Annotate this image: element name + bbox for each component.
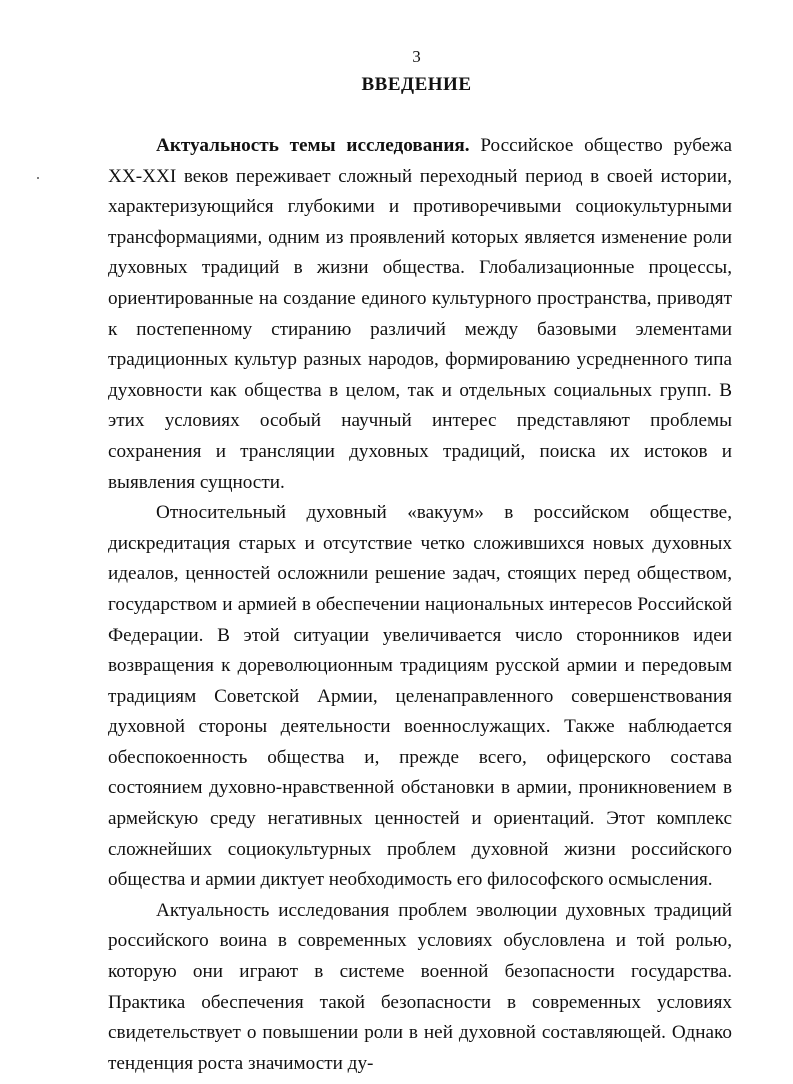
paragraph-text: Актуальность исследования проблем эволюции духовных традиций российского воина в современных условиях обусловлена и той ролью, которую они играют в системе военной безопасности государства. Практика обеспечения такой безопасности в современных условиях свидетельствует о повышении роли в ней духовной составляющей. Однако тенденция роста значимости ду- (108, 899, 732, 1074)
scan-speck (37, 177, 39, 179)
page-number: 3 (412, 47, 421, 66)
paragraph-military-security (108, 896, 732, 1080)
paragraph-text: Относительный духовный «вакуум» в российском обществе, дискредитация старых и отсутствие четко сложившихся новых духовных идеалов, ценностей осложнили решение задач, стоящих перед обществом, государством и армией в обеспечении национальных интересов Российской Федерации. В этой ситуации увеличивается число сторонников идеи возвращения к дореволюционным традициям русской армии и передовым традициям Советской Армии, целенаправленного совершенствования духовной стороны деятельности военнослужащих. Также наблюдается обеспокоенность общества и, прежде всего, офицерского состава состоянием духовно-нравственной обстановки в армии, проникновением в армейскую среду негативных ценностей и ориентаций. Этот комплекс сложнейших социокультурных проблем духовной жизни российского общества и армии диктует необходимость его философского осмысления. (108, 502, 732, 891)
body-text (108, 131, 732, 1079)
paragraph-text: Российское общество рубежа XX-XXI веков переживает сложный переходный период в своей истории, характеризующийся глубокими и противоречивыми социокультурными трансформациями, одним из проявлений которых является изменение роли духовных традиций в жизни общества. Глобализационные процессы, ориентированные на создание единого культурного пространства, приводят к постепенному стиранию различий между базовыми элементами традиционных культур разных народов, формированию усредненного типа духовности как общества в целом, так и отдельных социальных групп. В этих условиях особый научный интерес представляют проблемы сохранения и трансляции духовных традиций, поиска их истоков и выявления сущности. (108, 135, 732, 493)
paragraph-lead: Актуальность темы исследования. (156, 135, 470, 156)
section-heading: ВВЕДЕНИЕ (361, 74, 472, 95)
paragraph-relevance (108, 131, 732, 498)
paragraph-spiritual-vacuum (108, 498, 732, 896)
